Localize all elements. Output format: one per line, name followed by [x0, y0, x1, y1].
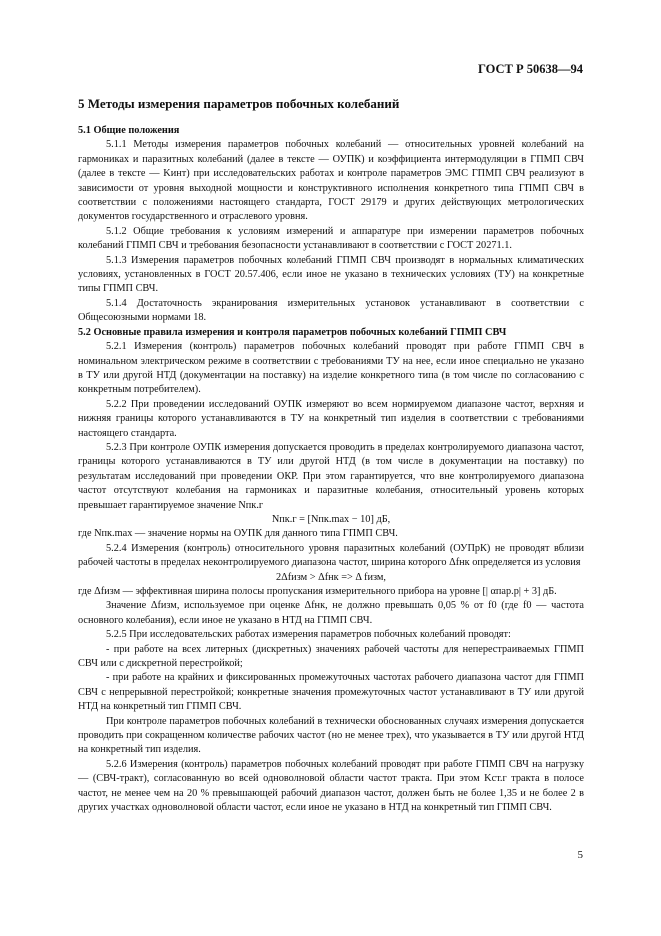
list-item-discrete: - при работе на всех литерных (дискретных) значениях рабочей частоты для неперестраиваемых ГПМП СВЧ или с дискретной перестройкой;: [78, 643, 584, 670]
paragraph-5-2-4-value: Значение Δfизм, используемое при оценке Δfнк, не должно превышать 0,05 % от f0 (где f0 — частота основного колебания), если иное не указано в НТД на ГПМП СВЧ.: [78, 600, 584, 626]
formula-explanation-2: где Δfизм — эффективная ширина полосы пропускания измерительного прибора на уровне [| αпар.р| + 3] дБ.: [78, 586, 557, 597]
paragraph-5-1-2: 5.1.2 Общие требования к условиям измерений и аппаратуре при измерении параметров побочных колебаний ГПМП СВЧ и требования безопасности устанавливают в соответствии с ГОСТ 20271.1.: [78, 225, 584, 252]
document-header: ГОСТ Р 50638—94: [477, 62, 583, 76]
page-number: 5: [577, 849, 583, 861]
formula-explanation-1: где Nпк.max — значение нормы на ОУПК для данного типа ГПМП СВЧ.: [78, 528, 398, 540]
formula-n-pk-g: Nпк.г = [Nпк.max − 10] дБ,: [271, 513, 391, 525]
paragraph-5-2-2: 5.2.2 При проведении исследований ОУПК измеряют во всем нормируемом диапазоне частот, верхняя и нижняя границы которого устанавливаются в ТУ на конкретный тип изделия в соответствии с требованиями настоящего стандарта.: [78, 398, 584, 439]
subsection-title-5-2: 5.2 Основные правила измерения и контроля параметров побочных колебаний ГПМП СВЧ: [78, 326, 507, 338]
paragraph-5-2-6: 5.2.6 Измерения (контроль) параметров побочных колебаний проводят при работе ГПМП СВЧ на нагрузку — (СВЧ-тракт), согласованную во всей одноволновой области частот тракта. При этом Kст.г тракта в полосе частот, не менее чем на 20 % превышающей рабочий диапазон частот, должен быть не более 1,35 и не более 2 в других участках одноволновой области частот, если иное не указано в НТД на конкретный тип ГПМП СВЧ.: [78, 758, 584, 814]
paragraph-5-2-3: 5.2.3 При контроле ОУПК измерения допускается проводить в пределах контролируемого диапазона частот, границы которого устанавливаются в ТУ или другой НТД (в том числе в документации на поставку) по результатам исследований при проведении ОКР. При этом гарантируется, что вне контролируемого диапазона частот отсутствуют колебания на гармониках и паразитные колебания, относительный уровень которых превышает гарантируемое значение Nпк.г: [78, 441, 584, 511]
paragraph-5-1-4: 5.1.4 Достаточность экранирования измерительных установок устанавливают в соответствии с Общесоюзными нормами 18.: [78, 297, 584, 324]
list-item-continuous: - при работе на крайних и фиксированных промежуточных частотах рабочего диапазона частот для ГПМП СВЧ с непрерывной перестройкой; конкретные значения промежуточных частот устанавливают в ТУ или другой НТД на конкретный тип ГПМП СВЧ.: [78, 672, 584, 713]
paragraph-5-2-5: 5.2.5 При исследовательских работах измерения параметров побочных колебаний проводят:: [106, 629, 511, 641]
paragraph-5-2-5-control: При контроле параметров побочных колебаний в технически обоснованных случаях измерения допускается проводить при сокращенном количестве рабочих частот (но не менее трех), что указывается в ТУ или другой НТД на конкретный тип изделия.: [78, 715, 584, 756]
paragraph-5-1-3: 5.1.3 Измерения параметров побочных колебаний ГПМП СВЧ производят в нормальных климатических условиях, установленных в ГОСТ 20.57.406, если иное не указано в технических условиях (ТУ) на конкретные типы ГПМП СВЧ.: [78, 254, 584, 295]
subsection-title-5-1: 5.1 Общие положения: [78, 125, 180, 136]
formula-delta-f: 2Δfизм > Δfнк => Δ fизм,: [275, 571, 386, 583]
paragraph-5-2-4: 5.2.4 Измерения (контроль) относительного уровня паразитных колебаний (ОУПрК) не проводят вблизи рабочей частоты в пределах неконтролируемого диапазона частот, ширина которого Δfнк определяется из условия: [78, 542, 584, 569]
paragraph-5-1-1: 5.1.1 Методы измерения параметров побочных колебаний — относительных уровней колебаний на гармониках и паразитных колебаний (далее в тексте — ОУПК) и коэффициента интермодуляции в ГПМП СВЧ (далее в тексте — Kинт) при исследовательских работах и контроле параметров ЭМС ГПМП СВЧ реализуют в зависимости от уровня выходной мощности и конструктивного исполнения конкретного типа ГПМП СВЧ в соответствии с положениями настоящего стандарта, ГОСТ 29179 и других действующих метрологических документов государственного и отраслевого уровня.: [78, 139, 584, 223]
paragraph-5-2-1: 5.2.1 Измерения (контроль) параметров побочных колебаний проводят при работе ГПМП СВЧ в номинальном электрическом режиме в соответствии с требованиями ТУ на нее, если иное специально не указано в ТУ или другой НТД (документации на поставку) на изделие конкретного типа (в том числе по согласованию с конкретным потребителем).: [78, 341, 584, 396]
section-title: 5 Методы измерения параметров побочных колебаний: [78, 96, 400, 111]
body-text: [78, 124, 584, 816]
